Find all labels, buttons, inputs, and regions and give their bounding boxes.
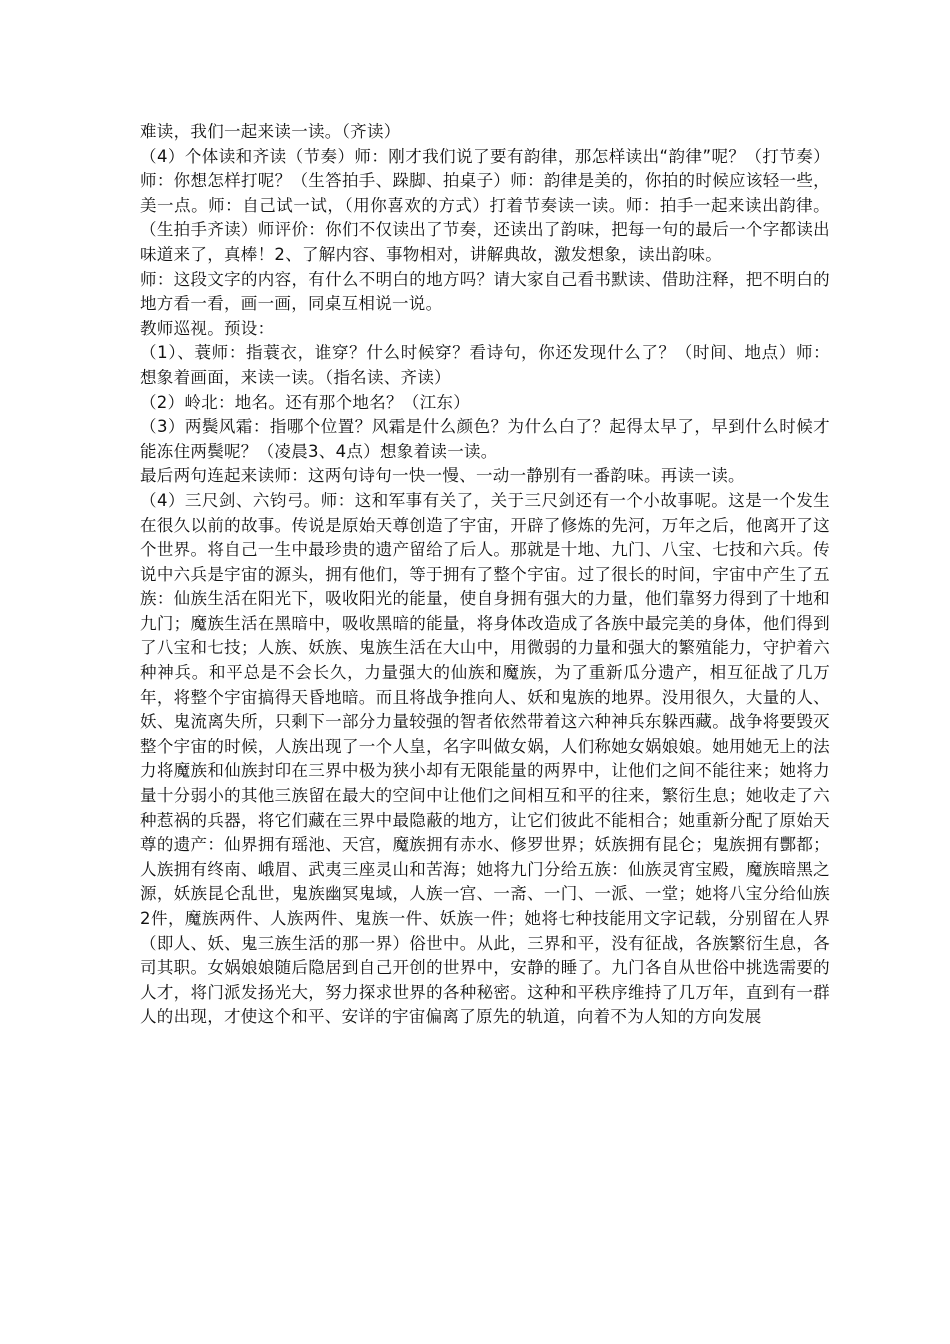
- document-page: [140, 120, 830, 1030]
- paragraph-last-two-lines: 最后两句连起来读师：这两句诗句一快一慢、一动一静别有一番韵味。再读一读。: [140, 466, 745, 486]
- paragraph-reading-together: 难读，我们一起来读一读。（齐读）: [140, 122, 401, 141]
- paragraph-rhythm-reading: （4）个体读和齐读（节奏）师：刚才我们说了要有韵律，那怎样读出“韵律”呢？（打节奏）师：你想怎样打呢？（生答拍手、跺脚、拍桌子）师：韵律是美的，你拍的时候应该轻一些，美一点。师：自己试一试，（用你喜欢的方式）打着节奏读一读。师：拍手一起来读出韵律。（生拍手齐读）师评价：你们不仅读出了节奏，还读出了韵味，把每一句的最后一个字都读出味道来了，真棒！2、了解内容、事物相对，讲解典故，激发想象，读出韵味。: [140, 146, 830, 264]
- paragraph-sword-story: （4）三尺剑、六钧弓。师：这和军事有关了，关于三尺剑还有一个小故事呢。这是一个发生在很久以前的故事。传说是原始天尊创造了宇宙，开辟了修炼的先河，万年之后，他离开了这个世界。将自己一生中最珍贵的遗产留给了后人。那就是十地、九门、八宝、七技和六兵。传说中六兵是宇宙的源头，拥有他们，等于拥有了整个宇宙。过了很长的时间，宇宙中产生了五族：仙族生活在阳光下，吸收阳光的能量，使自身拥有强大的力量，他们靠努力得到了十地和九门；魔族生活在黑暗中，吸收黑暗的能量，将身体改造成了各族中最完美的身体，他们得到了八宝和七技；人族、妖族、鬼族生活在大山中，用微弱的力量和强大的繁殖能力，守护着六种神兵。和平总是不会长久，力量强大的仙族和魔族，为了重新瓜分遗产，相互征战了几万年，将整个宇宙搞得天昏地暗。而且将战争推向人、妖和鬼族的地界。没用很久，大量的人、妖、鬼流离失所，只剩下一部分力量较强的智者依然带着这六种神兵东躲西藏。战争将要毁灭整个宇宙的时候，人族出现了一个人皇，名字叫做女娲，人们称她女娲娘娘。她用她无上的法力将魔族和仙族封印在三界中极为狭小却有无限能量的两界中，让他们之间不能往来；她将力量十分弱小的其他三族留在最大的空间中让他们之间相互和平的往来，繁衍生息；她收走了六种惹祸的兵器，将它们藏在三界中最隐蔽的地方，让它们彼此不能相合；她重新分配了原始天尊的遗产：仙界拥有瑶池、天宫，魔族拥有赤水、修罗世界；妖族拥有昆仑；鬼族拥有酆都；人族拥有终南、峨眉、武夷三座灵山和苦海；她将九门分给五族：仙族灵宵宝殿，魔族暗黑之源，妖族昆仑乱世，鬼族幽冥鬼域，人族一宫、一斋、一门、一派、一堂；她将八宝分给仙族2件，魔族两件、人族两件、鬼族一件、妖族一件；她将七种技能用文字记载，分别留在人界（即人、妖、鬼三族生活的那一界）俗世中。从此，三界和平，没有征战，各族繁衍生息，各司其职。女娲娘娘随后隐居到自己开创的世界中，安静的睡了。九门各自从世俗中挑选需要的人才，将门派发扬光大，努力探求世界的各种秘密。这种和平秩序维持了几万年，直到有一群人的出现，才使这个和平、安详的宇宙偏离了原先的轨道，向着不为人知的方向发展: [140, 490, 830, 1027]
- paragraph-teacher-patrol: 教师巡视。预设：: [140, 318, 275, 338]
- paragraph-raincoat: （1）、蓑师：指蓑衣，谁穿？什么时候穿？看诗句，你还发现什么了？（时间、地点）师：想象着画面，来读一读。（指名读、齐读）: [140, 343, 830, 387]
- paragraph-frost-temples: （3）两鬓风霜：指哪个位置？风霜是什么颜色？为什么白了？起得太早了，早到什么时候才能冻住两鬓呢？（凌晨3、4点）想象着读一读。: [140, 417, 830, 461]
- paragraph-lingbei: （2）岭北：地名。还有那个地名？（江东）: [140, 392, 470, 412]
- paragraph-content-question: 师：这段文字的内容，有什么不明白的地方吗？请大家自己看书默读、借助注释，把不明白的地方看一看，画一画，同桌互相说一说。: [140, 269, 830, 314]
